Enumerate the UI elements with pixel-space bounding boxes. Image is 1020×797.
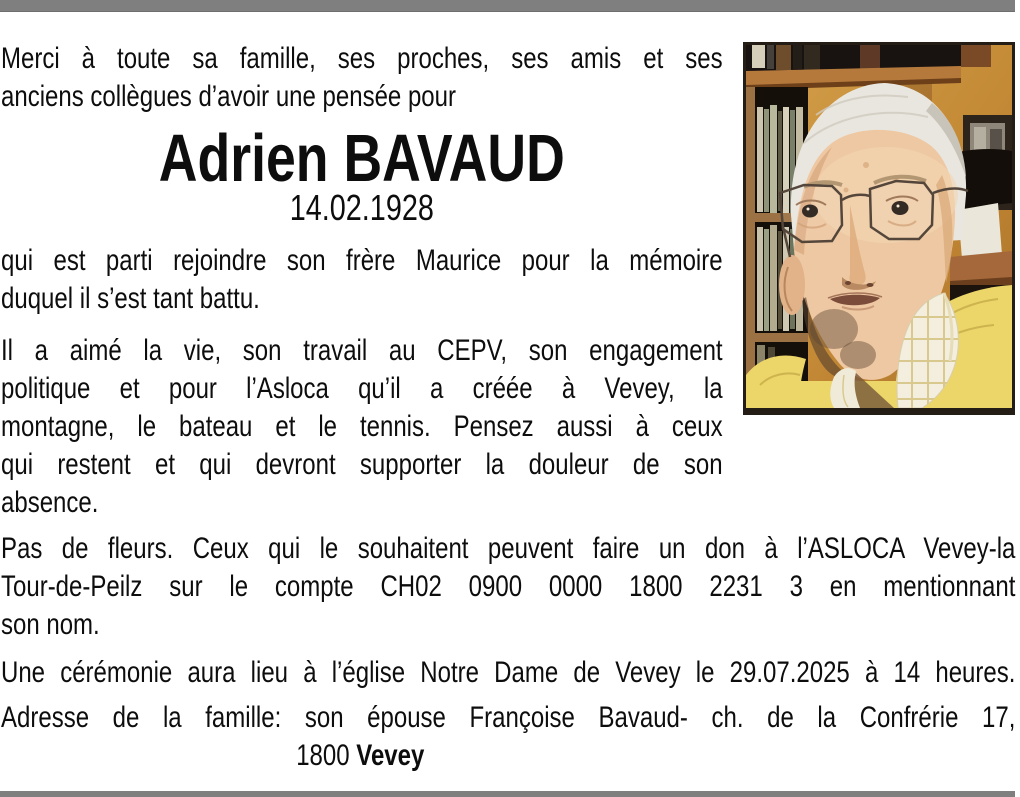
portrait-photo bbox=[743, 42, 1015, 415]
intro-line: anciens collègues d’avoir une pensée pour bbox=[1, 80, 456, 113]
life-line: absence. bbox=[1, 486, 99, 519]
donation-line: son nom. bbox=[1, 608, 100, 641]
bottom-divider-bar bbox=[0, 791, 1015, 797]
life-line: Il a aimé la vie, son travail au CEPV, son engagement bbox=[1, 334, 723, 367]
donation-line: Pas de fleurs. Ceux qui le souhaitent peuvent faire un don à l’ASLOCA Vevey-la bbox=[1, 532, 1016, 565]
ceremony-line: Une cérémonie aura lieu à l’église Notre Dame de Vevey le 29.07.2025 à 14 heures. bbox=[1, 656, 1016, 689]
tribute-line: duquel il s’est tant battu. bbox=[1, 282, 260, 315]
notice-left-column bbox=[1, 40, 723, 522]
portrait-photo-illustration bbox=[746, 45, 1012, 408]
address-paragraph bbox=[1, 699, 1015, 775]
address-city: Vevey bbox=[356, 739, 425, 772]
life-line: politique et pour l’Asloca qu’il a créée à Vevey, la bbox=[1, 372, 723, 405]
ceremony-paragraph bbox=[1, 654, 1015, 692]
donation-line: Tour-de-Peilz sur le compte CH02 0900 0000 1800 2231 3 en mentionnant bbox=[1, 570, 1016, 603]
donation-paragraph bbox=[1, 530, 1015, 644]
intro-line: Merci à toute sa famille, ses proches, ses amis et ses bbox=[1, 42, 723, 75]
life-line: montagne, le bateau et le tennis. Pensez aussi à ceux bbox=[1, 410, 723, 443]
birth-date: 14.02.1928 bbox=[289, 187, 434, 228]
tribute-line: qui est parti rejoindre son frère Maurice pour la mémoire bbox=[1, 244, 723, 277]
deceased-name: Adrien BAVAUD bbox=[158, 121, 565, 196]
address-line: Adresse de la famille: son épouse Françoise Bavaud- ch. de la Confrérie 17, bbox=[1, 701, 1016, 734]
address-postal: 1800 bbox=[296, 739, 350, 772]
life-paragraph bbox=[1, 332, 723, 522]
life-line: qui restent et qui devront supporter la douleur de son bbox=[1, 448, 723, 481]
top-divider-bar bbox=[0, 0, 1015, 12]
notice-lower-block bbox=[1, 530, 1015, 775]
address-city-line bbox=[296, 737, 1015, 775]
tribute-paragraph bbox=[1, 242, 723, 318]
